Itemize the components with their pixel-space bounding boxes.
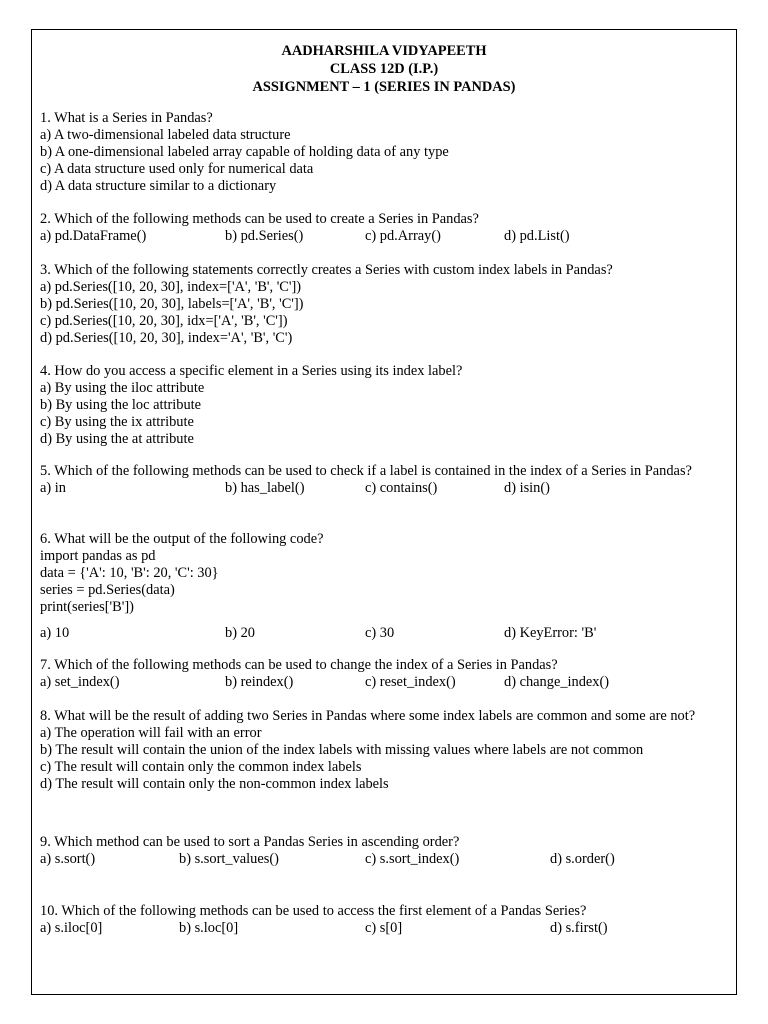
- option-b: b) reindex(): [225, 674, 294, 690]
- question-text: 2. Which of the following methods can be used to create a Series in Pandas?: [40, 211, 479, 227]
- option-c: c) 30: [365, 625, 395, 641]
- option-d: d) pd.Series([10, 20, 30], index='A', 'B', 'C'): [40, 330, 293, 346]
- option-a: a) A two-dimensional labeled data structure: [40, 127, 291, 143]
- option-a: a) s.iloc[0]: [40, 920, 103, 936]
- option-d: d) s.first(): [550, 920, 608, 936]
- question-text: 8. What will be the result of adding two Series in Pandas where some index labels are common and some are not?: [40, 708, 696, 724]
- question-5: [40, 463, 728, 497]
- assignment-sheet: [31, 29, 737, 995]
- option-a: a) in: [40, 480, 66, 496]
- question-text: 4. How do you access a specific element in a Series using its index label?: [40, 363, 463, 379]
- option-c: c) contains(): [365, 480, 438, 496]
- question-text: 7. Which of the following methods can be used to change the index of a Series in Pandas?: [40, 657, 558, 673]
- question-8: [40, 708, 728, 793]
- class-name: CLASS 12D (I.P.): [329, 61, 439, 77]
- option-b: b) has_label(): [225, 480, 305, 496]
- option-b: b) s.loc[0]: [179, 920, 239, 936]
- question-7: [40, 657, 728, 691]
- option-c: c) reset_index(): [365, 674, 456, 690]
- option-b: b) pd.Series([10, 20, 30], labels=['A', 'B', 'C']): [40, 296, 304, 312]
- option-c: c) s.sort_index(): [365, 851, 460, 867]
- question-1: [40, 110, 728, 195]
- code-line: data = {'A': 10, 'B': 20, 'C': 30}: [40, 565, 219, 581]
- options-row: [40, 625, 728, 642]
- document-header: [32, 42, 736, 96]
- option-c: c) A data structure used only for numerical data: [40, 161, 314, 177]
- option-a: a) pd.Series([10, 20, 30], index=['A', 'B', 'C']): [40, 279, 302, 295]
- question-text: 1. What is a Series in Pandas?: [40, 110, 213, 126]
- option-b: b) pd.Series(): [225, 228, 304, 244]
- question-2: [40, 211, 728, 245]
- question-9: [40, 834, 728, 868]
- options-row: [40, 480, 728, 497]
- option-d: d) change_index(): [504, 674, 610, 690]
- question-6: [40, 531, 728, 642]
- option-d: d) s.order(): [550, 851, 615, 867]
- option-c: c) pd.Array(): [365, 228, 441, 244]
- option-d: d) isin(): [504, 480, 550, 496]
- code-line: print(series['B']): [40, 599, 134, 615]
- option-b: b) s.sort_values(): [179, 851, 279, 867]
- option-a: a) 10: [40, 625, 70, 641]
- option-c: c) By using the ix attribute: [40, 414, 194, 430]
- option-c: c) pd.Series([10, 20, 30], idx=['A', 'B', 'C']): [40, 313, 288, 329]
- option-d: d) KeyError: 'B': [504, 625, 597, 641]
- option-d: d) A data structure similar to a dictionary: [40, 178, 277, 194]
- option-d: d) pd.List(): [504, 228, 570, 244]
- question-3: [40, 262, 728, 347]
- question-text: 3. Which of the following statements correctly creates a Series with custom index labels in Pandas?: [40, 262, 613, 278]
- question-4: [40, 363, 728, 448]
- option-a: a) The operation will fail with an error: [40, 725, 262, 741]
- question-text: 10. Which of the following methods can be used to access the first element of a Pandas Series?: [40, 903, 587, 919]
- option-d: d) By using the at attribute: [40, 431, 194, 447]
- option-d: d) The result will contain only the non-common index labels: [40, 776, 389, 792]
- option-c: c) s[0]: [365, 920, 403, 936]
- code-line: series = pd.Series(data): [40, 582, 175, 598]
- option-a: a) By using the iloc attribute: [40, 380, 205, 396]
- option-b: b) A one-dimensional labeled array capable of holding data of any type: [40, 144, 449, 160]
- option-b: b) By using the loc attribute: [40, 397, 202, 413]
- options-row: [40, 228, 728, 245]
- option-a: a) s.sort(): [40, 851, 96, 867]
- code-line: import pandas as pd: [40, 548, 156, 564]
- options-row: [40, 674, 728, 691]
- question-text: 5. Which of the following methods can be used to check if a label is contained in the index of a Series in Pandas?: [40, 463, 692, 479]
- question-10: [40, 903, 728, 937]
- school-name: AADHARSHILA VIDYAPEETH: [281, 43, 487, 59]
- option-a: a) pd.DataFrame(): [40, 228, 147, 244]
- options-row: [40, 920, 728, 937]
- question-text: 6. What will be the output of the following code?: [40, 531, 324, 547]
- option-b: b) The result will contain the union of the index labels with missing values where labels are not common: [40, 742, 644, 758]
- options-row: [40, 851, 728, 868]
- option-a: a) set_index(): [40, 674, 120, 690]
- question-text: 9. Which method can be used to sort a Pandas Series in ascending order?: [40, 834, 460, 850]
- option-c: c) The result will contain only the common index labels: [40, 759, 362, 775]
- option-b: b) 20: [225, 625, 255, 641]
- assignment-title: ASSIGNMENT – 1 (SERIES IN PANDAS): [252, 79, 516, 95]
